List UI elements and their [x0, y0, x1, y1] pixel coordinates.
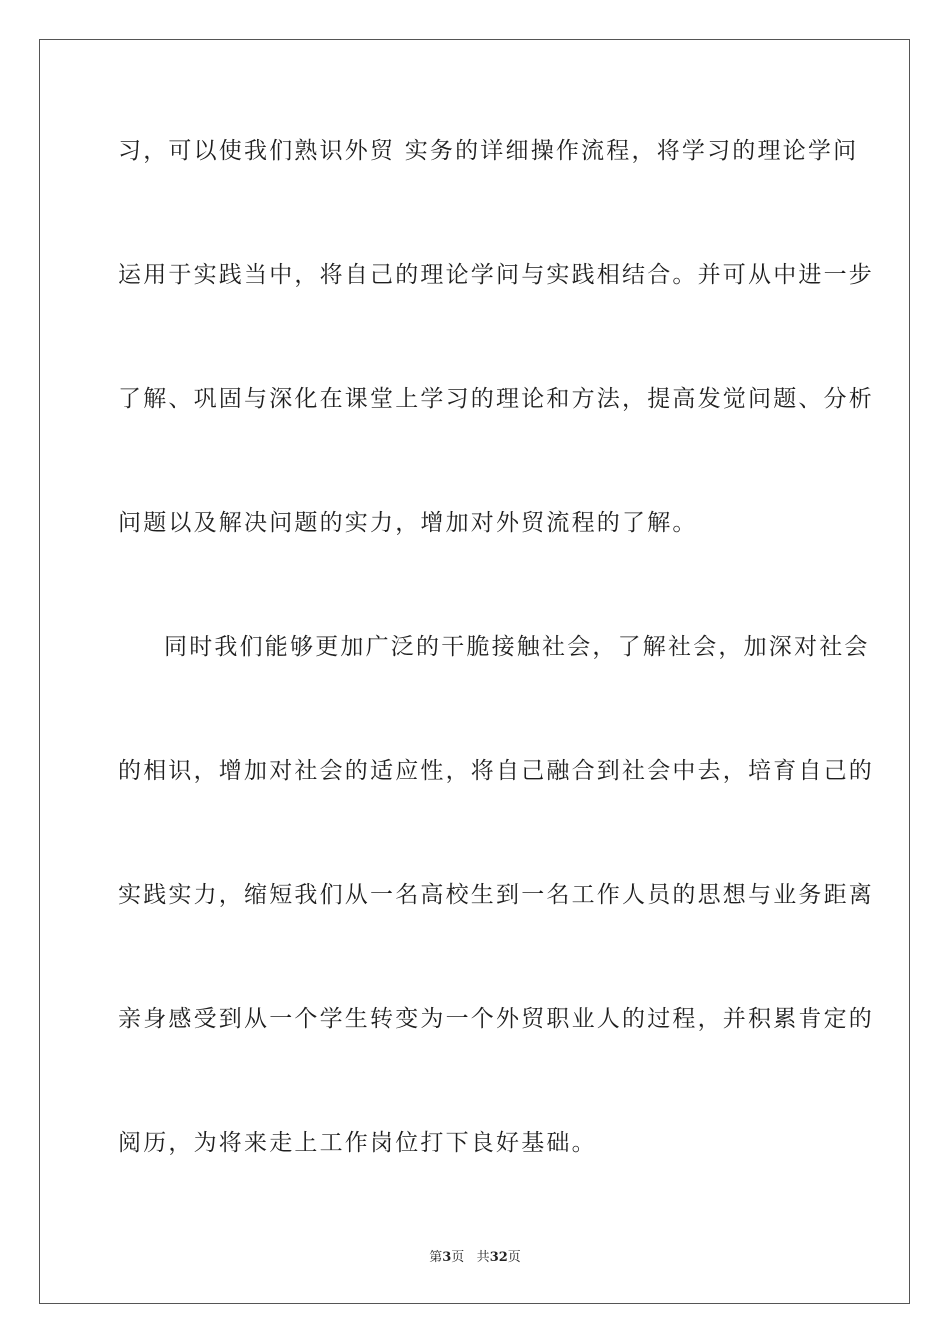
- page-suffix: 页: [451, 1250, 465, 1265]
- total-suffix: 页: [507, 1250, 521, 1265]
- paragraph-start-line: 同时我们能够更加广泛的干脆接触社会，了解社会，加深对社会: [164, 634, 870, 660]
- text-line: 的相识，增加对社会的适应性，将自己融合到社会中去，培育自己的: [118, 758, 874, 784]
- total-pages: 32: [489, 1250, 508, 1265]
- text-line: 亲身感受到从一个学生转变为一个外贸职业人的过程，并积累肯定的: [118, 1006, 874, 1032]
- text-line: 阅历，为将来走上工作岗位打下良好基础。: [118, 1130, 597, 1156]
- text-line: 了解、巩固与深化在课堂上学习的理论和方法，提高发觉问题、分析: [118, 386, 874, 412]
- page-label: 第: [429, 1250, 443, 1265]
- page-number: 3: [442, 1250, 452, 1265]
- page-footer: [0, 1246, 950, 1265]
- text-line: 习，可以使我们熟识外贸 实务的详细操作流程，将学习的理论学问: [118, 138, 859, 164]
- total-label: 共: [476, 1250, 490, 1265]
- document-body: [118, 128, 874, 1244]
- text-line: 问题以及解决问题的实力，增加对外贸流程的了解。: [118, 510, 698, 536]
- text-line: 运用于实践当中，将自己的理论学问与实践相结合。并可从中进一步: [118, 262, 874, 288]
- text-line: 实践实力，缩短我们从一名高校生到一名工作人员的思想与业务距离: [118, 882, 874, 908]
